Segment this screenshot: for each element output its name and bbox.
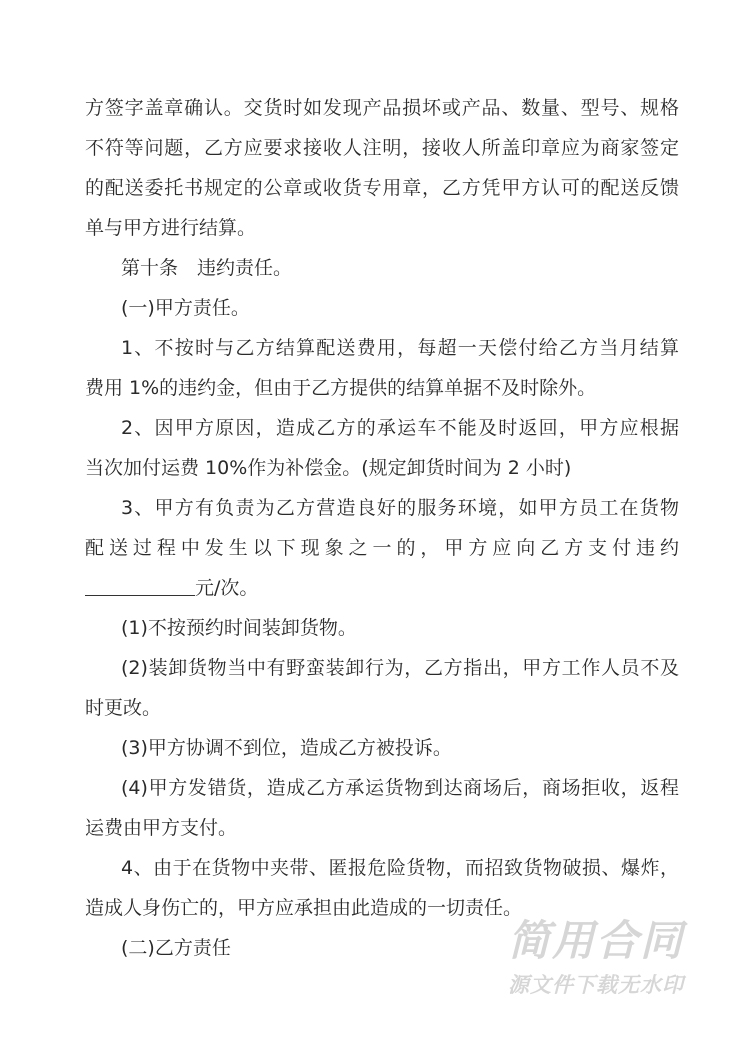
text-line [85,248,679,288]
line-text: (2)装卸货物当中有野蛮装卸行为，乙方指出，甲方工作人员不及 [121,657,679,679]
text-line [85,448,679,488]
line-text: 运费由甲方支付。 [85,817,238,839]
text-line [85,328,679,368]
line-text: 当次加付运费 10%作为补偿金。(规定卸货时间为 2 小时) [85,457,572,479]
line-text: 第十条 违约责任。 [121,257,293,279]
line-text: 3、甲方有负责为乙方营造良好的服务环境，如甲方员工在货物 [121,497,679,519]
line-text: (3)甲方协调不到位，造成乙方被投诉。 [121,737,452,759]
line-text: 不符等问题，乙方应要求接收人注明，接收人所盖印章应为商家签定 [85,137,679,159]
text-line [85,688,679,728]
text-line [85,608,679,648]
line-text: 时更改。 [85,697,162,719]
text-line [85,408,679,448]
line-text: 4、由于在货物中夹带、匿报危险货物，而招致货物破损、爆炸， [121,857,679,879]
line-text: (二)乙方责任 [121,937,231,959]
watermark-subtitle: 源文件下载无水印 [508,973,684,997]
document-body [85,88,679,968]
text-line [85,568,679,608]
watermark-title: 简用合同 [508,916,685,965]
text-line [85,288,679,328]
text-line [85,488,679,528]
text-line [85,88,679,128]
text-line [85,368,679,408]
line-text: (1)不按预约时间装卸货物。 [121,617,357,639]
text-line [85,728,679,768]
text-line [85,768,679,808]
text-line [85,168,679,208]
line-text: 元/次。 [195,577,259,599]
line-text: (4)甲方发错货，造成乙方承运货物到达商场后，商场拒收，返程 [121,777,679,799]
line-text: 的配送委托书规定的公章或收货专用章，乙方凭甲方认可的配送反馈 [85,177,679,199]
line-text: 造成人身伤亡的，甲方应承担由此造成的一切责任。 [85,897,523,919]
line-text: 单与甲方进行结算。 [85,217,257,239]
text-line [85,528,679,568]
line-text: (一)甲方责任。 [121,297,250,319]
text-line [85,648,679,688]
text-line [85,208,679,248]
line-text: 方签字盖章确认。交货时如发现产品损坏或产品、数量、型号、规格 [85,97,679,119]
text-line [85,848,679,888]
line-text: 费用 1%的违约金，但由于乙方提供的结算单据不及时除外。 [85,377,597,399]
watermark-logo [508,918,684,1000]
line-text: 1、不按时与乙方结算配送费用，每超一天偿付给乙方当月结算 [121,337,679,359]
fill-in-blank [85,571,195,596]
line-text: 2、因甲方原因，造成乙方的承运车不能及时返回，甲方应根据 [121,417,679,439]
text-line [85,808,679,848]
text-line [85,128,679,168]
line-text: 配送过程中发生以下现象之一的，甲方应向乙方支付违约 [85,537,679,559]
